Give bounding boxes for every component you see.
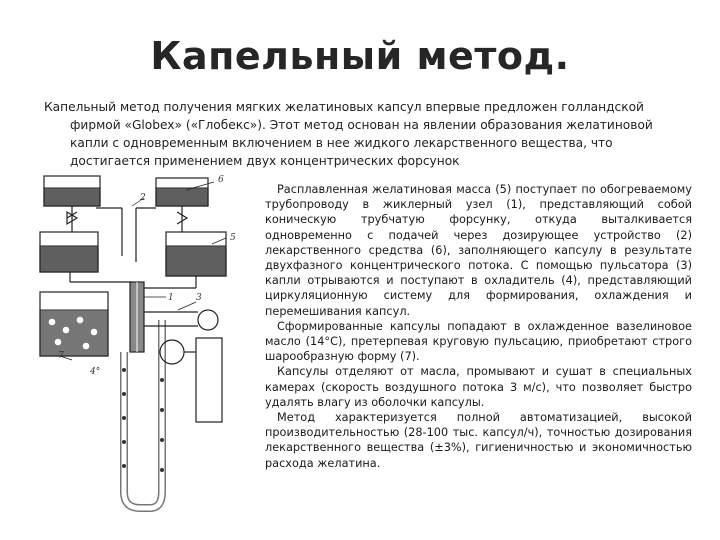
paragraph-cooling: Сформированные капсулы попадают в охлажденное вазелиновое масло (14°С), претерпевая круговую пульсацию, приобретают строго шарообразную форму (7).	[265, 319, 692, 364]
diagram-label-7: 7	[58, 351, 64, 361]
method-description	[265, 182, 692, 471]
diagram-label-5: 5	[230, 233, 236, 243]
diagram-label-1: 1	[168, 293, 174, 303]
diagram-label-6: 6	[218, 175, 224, 185]
diagram-label-3: 3	[196, 293, 202, 303]
paragraph-drying: Капсулы отделяют от масла, промывают и сушат в специальных камерах (скорость воздушного потока 3 м/с), что позволяет быстро удалять влагу из оболочки капсулы.	[265, 365, 692, 409]
paragraph-process: Расплавленная желатиновая масса (5) поступает по обогреваемому трубопроводу в жиклерный узел (1), представляющий собой коническую трубчатую форсунку, откуда выталкивается одновременно с подачей через дозирующее устройство (2) лекарственного средства (6), заполняющего капсулу в результате двухфазного концентрического потока. С помощью пульсатора (3) капли отрываются и поступают в охладитель (4), представляющий циркуляционную систему для формирования, охлаждения и перемешивания капсул.	[265, 183, 692, 318]
diagram-label-4: 4°	[90, 367, 101, 377]
diagram-label-2: 2	[140, 193, 146, 203]
pulsator	[198, 310, 218, 330]
separator-tank	[196, 338, 222, 422]
intro-paragraph	[44, 98, 684, 170]
intro-text: Капельный метод получения мягких желатиновых капсул впервые предложен голландской фирмой «Globex» («Глобекс»). Этот метод основан на явлении образования желатиновой капли с одновременным включением в нее жидкого лекарственного вещества, что достигается применением двух концентрических форсунок	[44, 100, 653, 168]
capsule-apparatus-diagram	[36, 170, 260, 520]
slide-title: Капельный метод.	[150, 34, 570, 78]
paragraph-advantages: Метод характеризуется полной автоматизацией, высокой производительностью (28-100 тыс. капсул/ч), точностью дозирования лекарственного вещества (±3%), гигиеничностью и экономичностью расхода желатина.	[265, 411, 692, 470]
